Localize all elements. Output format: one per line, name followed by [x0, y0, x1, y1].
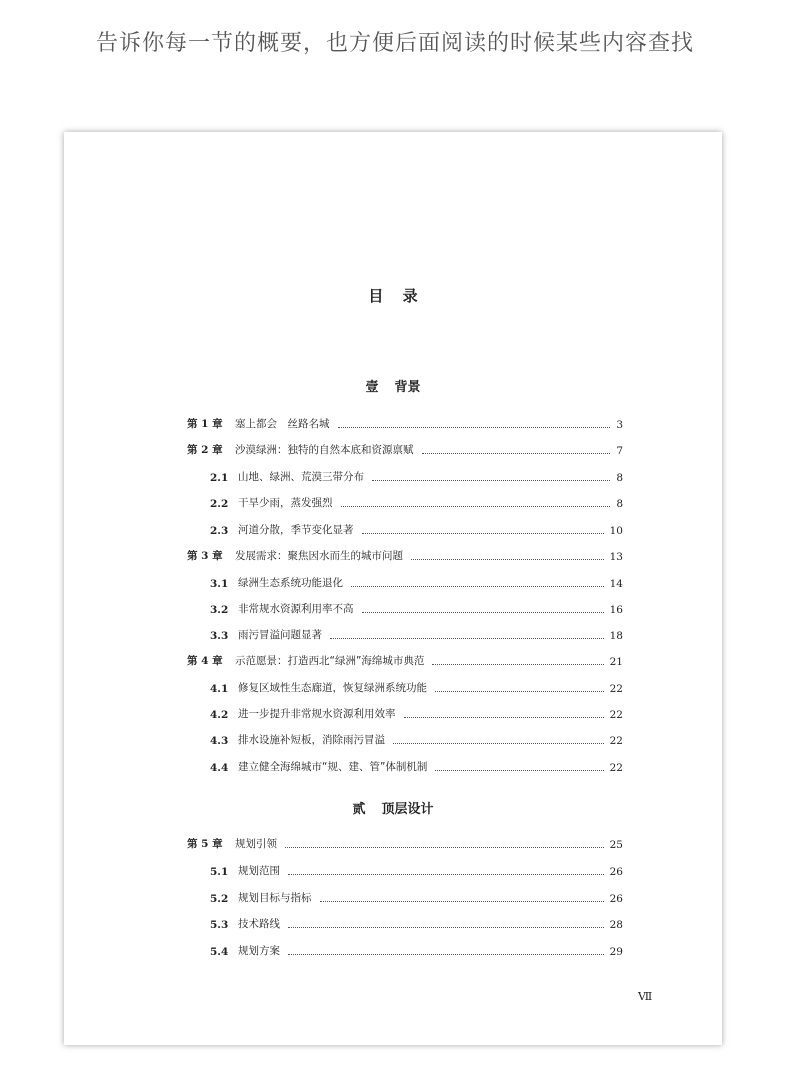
toc-chapter-entry[interactable] — [187, 835, 623, 851]
toc-section-entry[interactable] — [187, 600, 623, 616]
entry-title: 规划方案 — [238, 945, 280, 957]
entry-number: 3.3 — [210, 630, 229, 642]
dot-leader — [362, 612, 604, 613]
dot-leader — [411, 559, 604, 560]
part-number: 壹 — [365, 380, 379, 395]
toc-section-entry[interactable] — [187, 731, 623, 747]
entry-title: 发展需求：聚焦因水而生的城市问题 — [235, 550, 403, 562]
dot-leader — [435, 691, 604, 692]
entry-page: 28 — [609, 919, 623, 931]
dot-leader — [288, 954, 604, 955]
toc-section-entry[interactable] — [187, 705, 623, 721]
entry-page: 7 — [616, 445, 623, 457]
entry-page: 8 — [616, 498, 623, 510]
entry-page: 16 — [609, 604, 623, 616]
entry-page: 10 — [609, 525, 623, 537]
toc-section-entry[interactable] — [187, 468, 623, 484]
entry-page: 26 — [609, 866, 623, 878]
dot-leader — [288, 874, 604, 875]
toc-chapter-entry[interactable] — [187, 441, 623, 457]
entry-number: 4.3 — [210, 735, 229, 747]
toc-section-entry[interactable] — [187, 758, 623, 774]
entry-title: 排水设施补短板，消除雨污冒溢 — [238, 734, 385, 746]
entry-number: 2.2 — [210, 498, 229, 510]
page-folio: Ⅶ — [638, 990, 653, 1003]
entry-page: 22 — [609, 735, 623, 747]
entry-title: 规划范围 — [238, 865, 280, 877]
entry-number: 第 1 章 — [187, 418, 223, 430]
part-number: 贰 — [352, 802, 366, 817]
dot-leader — [435, 770, 603, 771]
toc-section-entry[interactable] — [187, 862, 623, 878]
entry-page: 22 — [609, 709, 623, 721]
entry-number: 4.1 — [210, 683, 229, 695]
entry-title: 干旱少雨，蒸发强烈 — [238, 497, 333, 509]
entry-number: 第 5 章 — [187, 838, 223, 850]
dot-leader — [338, 427, 611, 428]
part-name: 背景 — [394, 380, 421, 395]
toc-section-entry[interactable] — [187, 889, 623, 905]
entry-number: 2.1 — [210, 472, 229, 484]
dot-leader — [404, 717, 604, 718]
part-heading — [64, 376, 722, 395]
entry-page: 29 — [609, 946, 623, 958]
dot-leader — [288, 927, 604, 928]
entry-title: 技术路线 — [238, 918, 280, 930]
entry-page: 21 — [609, 656, 623, 668]
entry-title: 示范愿景：打造西北“绿洲”海绵城市典范 — [235, 655, 425, 667]
entry-page: 25 — [609, 839, 623, 851]
dot-leader — [422, 453, 611, 454]
entry-title: 沙漠绿洲：独特的自然本底和资源禀赋 — [235, 444, 414, 456]
entry-title: 进一步提升非常规水资源利用效率 — [238, 708, 396, 720]
entry-number: 3.1 — [210, 578, 229, 590]
entry-number: 5.2 — [210, 893, 229, 905]
dot-leader — [285, 847, 604, 848]
entry-number: 第 4 章 — [187, 655, 223, 667]
entry-number: 3.2 — [210, 604, 229, 616]
toc-section-entry[interactable] — [187, 942, 623, 958]
dot-leader — [351, 586, 604, 587]
entry-page: 26 — [609, 893, 623, 905]
dot-leader — [372, 480, 610, 481]
entry-number: 5.1 — [210, 866, 229, 878]
toc-chapter-entry[interactable] — [187, 415, 623, 431]
entry-page: 22 — [609, 683, 623, 695]
entry-title: 雨污冒溢问题显著 — [238, 629, 322, 641]
entry-number: 5.3 — [210, 919, 229, 931]
entry-title: 修复区域性生态廊道，恢复绿洲系统功能 — [238, 682, 427, 694]
entry-title: 非常规水资源利用率不高 — [238, 603, 354, 615]
entry-number: 5.4 — [210, 946, 229, 958]
entry-title: 规划目标与指标 — [238, 892, 312, 904]
dot-leader — [393, 743, 604, 744]
entry-page: 14 — [609, 578, 623, 590]
entry-page: 8 — [616, 472, 623, 484]
toc-section-entry[interactable] — [187, 626, 623, 642]
entry-title: 建立健全海绵城市“规、建、管”体制机制 — [238, 761, 428, 773]
entry-title: 河道分散，季节变化显著 — [238, 524, 354, 536]
toc-chapter-entry[interactable] — [187, 547, 623, 563]
entry-title: 绿洲生态系统功能退化 — [238, 577, 343, 589]
entry-title: 塞上都会 丝路名城 — [235, 418, 330, 430]
part-name: 顶层设计 — [381, 802, 434, 817]
toc-chapter-entry[interactable] — [187, 652, 623, 668]
dot-leader — [320, 901, 604, 902]
toc-section-entry[interactable] — [187, 679, 623, 695]
entry-number: 2.3 — [210, 525, 229, 537]
entry-number: 第 2 章 — [187, 444, 223, 456]
entry-number: 第 3 章 — [187, 550, 223, 562]
dot-leader — [432, 664, 603, 665]
entry-page: 18 — [609, 630, 623, 642]
dot-leader — [341, 506, 611, 507]
dot-leader — [362, 533, 604, 534]
entry-page: 13 — [609, 551, 623, 563]
dot-leader — [330, 638, 604, 639]
caption: 告诉你每一节的概要，也方便后面阅读的时候某些内容查找 — [95, 31, 694, 56]
part-heading — [64, 798, 722, 817]
entry-title: 山地、绿洲、荒漠三带分布 — [238, 471, 364, 483]
toc-title: 目 录 — [368, 287, 418, 305]
toc-section-entry[interactable] — [187, 521, 623, 537]
entry-page: 22 — [609, 762, 623, 774]
entry-page: 3 — [616, 419, 623, 431]
toc-section-entry[interactable] — [187, 574, 623, 590]
entry-title: 规划引领 — [235, 838, 277, 850]
toc-section-entry[interactable] — [187, 915, 623, 931]
entry-number: 4.2 — [210, 709, 229, 721]
toc-page — [64, 132, 722, 1045]
entry-number: 4.4 — [210, 762, 229, 774]
toc-section-entry[interactable] — [187, 494, 623, 510]
